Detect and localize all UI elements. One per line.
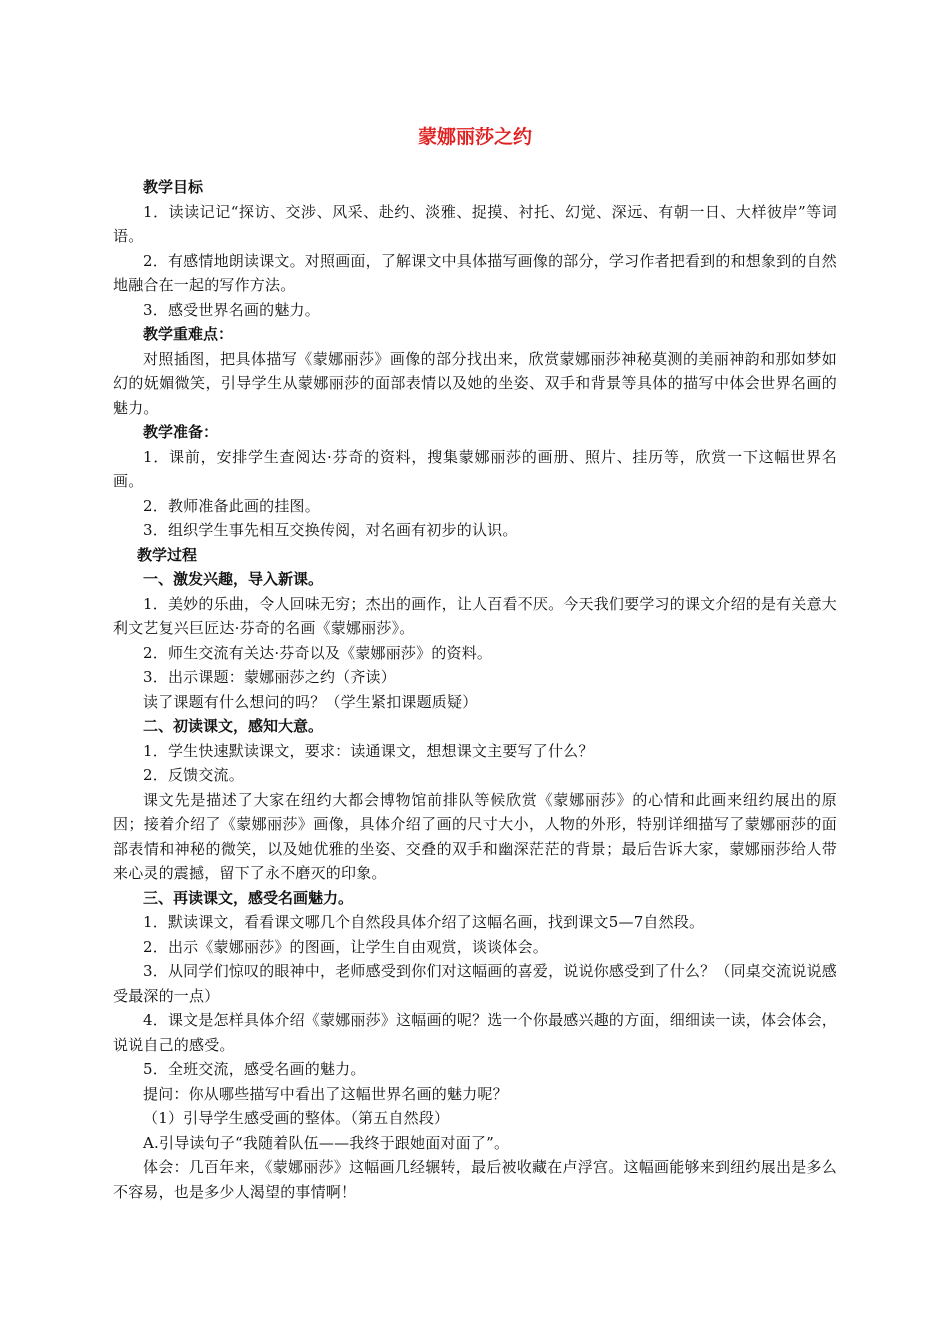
paragraph: A.引导读句子“我随着队伍——我终于跟她面对面了”。 xyxy=(143,1133,510,1152)
section-heading: 教学过程 xyxy=(137,545,198,564)
paragraph: 3．感受世界名画的魅力。 xyxy=(143,300,320,319)
paragraph: 3．从同学们惊叹的眼神中，老师感受到你们对这幅画的喜爱，说说你感受到了什么？（同桌交流说说感受最深的一点） xyxy=(113,962,837,1005)
section-heading: 三、再读课文，感受名画魅力。 xyxy=(143,888,354,907)
paragraph: 3．组织学生事先相互交换传阅，对名画有初步的认识。 xyxy=(143,521,518,539)
paragraph: 1．学生快速默读课文，要求：读通课文，想想课文主要写了什么？ xyxy=(143,741,594,760)
paragraph: （1）引导学生感受画的整体。（第五自然段） xyxy=(143,1109,450,1127)
paragraph: 体会：几百年来，《蒙娜丽莎》这幅画几经辗转，最后被收藏在卢浮宫。这幅画能够来到纽约展出是多么不容易，也是多少人渴望的事情啊！ xyxy=(113,1158,837,1201)
paragraph: 2．教师准备此画的挂图。 xyxy=(143,496,320,515)
section-heading: 教学准备： xyxy=(143,423,219,441)
paragraph: 2．有感情地朗读课文。对照画面，了解课文中具体描写画像的部分，学习作者把看到的和想象到的自然地融合在一起的写作方法。 xyxy=(113,251,837,294)
paragraph: 3．出示课题：蒙娜丽莎之约（齐读） xyxy=(143,668,396,686)
document-body xyxy=(113,175,837,1204)
paragraph: 1．默读课文，看看课文哪几个自然段具体介绍了这幅名画，找到课文5—7自然段。 xyxy=(143,913,705,931)
paragraph: 2．师生交流有关达·芬奇以及《蒙娜丽莎》的资料。 xyxy=(143,643,493,662)
paragraph: 课文先是描述了大家在纽约大都会博物馆前排队等候欣赏《蒙娜丽莎》的心情和此画来纽约展出的原因；接着介绍了《蒙娜丽莎》画像，具体介绍了画的尺寸大小，人物的外形，特别详细描写了蒙娜丽莎的面部表情和神秘的微笑，以及她优雅的坐姿、交叠的双手和幽深茫茫的背景；最后告诉大家，蒙娜丽莎给人带来心灵的震撼，留下了永不磨灭的印象。 xyxy=(113,790,837,882)
section-heading: 教学目标 xyxy=(143,178,204,196)
section-heading: 教学重难点： xyxy=(143,325,234,343)
paragraph: 4．课文是怎样具体介绍《蒙娜丽莎》这幅画的呢？选一个你最感兴趣的方面，细细读一读，体会体会，说说自己的感受。 xyxy=(113,1011,837,1054)
paragraph: 1．课前，安排学生查阅达·芬奇的资料，搜集蒙娜丽莎的画册、照片、挂历等，欣赏一下这幅世界名画。 xyxy=(113,447,837,490)
section-heading: 一、激发兴趣，导入新课。 xyxy=(143,570,324,588)
section-heading: 二、初读课文，感知大意。 xyxy=(143,717,324,735)
paragraph: 1．读读记记“探访、交涉、风采、赴约、淡雅、捉摸、衬托、幻觉、深远、有朝一日、大样彼岸”等词语。 xyxy=(113,202,837,245)
paragraph: 读了课题有什么想问的吗？（学生紧扣课题质疑） xyxy=(143,692,478,711)
document-title: 蒙娜丽莎之约 xyxy=(417,126,532,148)
paragraph: 5．全班交流，感受名画的魅力。 xyxy=(143,1060,366,1078)
paragraph: 提问：你从哪些描写中看出了这幅世界名画的魅力呢？ xyxy=(143,1084,508,1103)
paragraph: 1．美妙的乐曲，令人回味无穷；杰出的画作，让人百看不厌。今天我们要学习的课文介绍的是有关意大利文艺复兴巨匠达·芬奇的名画《蒙娜丽莎》。 xyxy=(113,594,837,637)
paragraph: 2．出示《蒙娜丽莎》的图画，让学生自由观赏，谈谈体会。 xyxy=(143,937,548,956)
paragraph: 2．反馈交流。 xyxy=(143,766,244,784)
paragraph: 对照插图，把具体描写《蒙娜丽莎》画像的部分找出来，欣赏蒙娜丽莎神秘莫测的美丽神韵和那如梦如幻的妩媚微笑，引导学生从蒙娜丽莎的面部表情以及她的坐姿、双手和背景等具体的描写中体会世界名画的魅力。 xyxy=(113,349,837,417)
